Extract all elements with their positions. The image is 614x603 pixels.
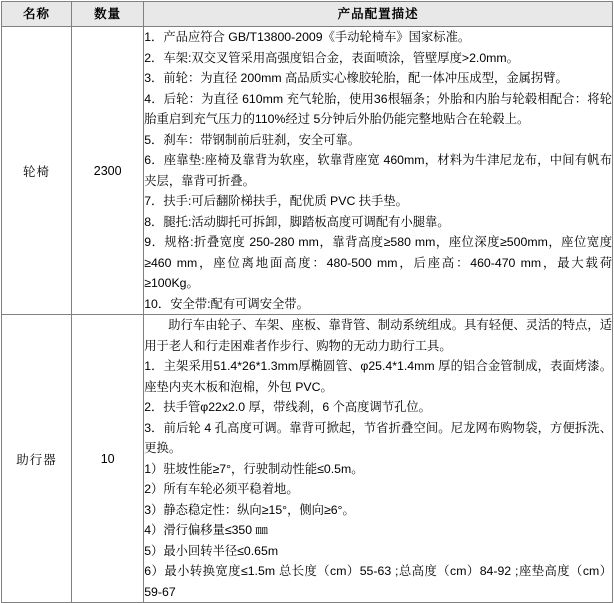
desc-line: 4．后轮：为直径 610mm 充气轮胎，使用36根辐条；外胎和内胎与轮毂相配合：将轮胎重启到充气压力的110%经过 5分钟后外胎仍能完整地贴合在轮毂上。 xyxy=(144,91,612,126)
desc-line: 4）滑行偏移量≤350 ㎜ xyxy=(144,523,268,537)
desc-line: 7．扶手:可后翻阶梯扶手，配优质 PVC 扶手垫。 xyxy=(144,194,408,208)
desc-line: 3．前轮：为直径 200mm 高品质实心橡胶轮胎，配一体冲压成型，金属拐臂。 xyxy=(144,71,568,85)
table-header-row xyxy=(2,2,613,27)
desc-line: 2）所有车轮必须平稳着地。 xyxy=(144,482,299,496)
desc-line: 3）静态稳定性：纵向≥15°，侧向≥6°。 xyxy=(144,502,355,517)
column-header-quantity: 数量 xyxy=(72,2,144,27)
desc-line: 1．主架采用51.4*26*1.3mm厚椭圆管、φ25.4*1.4mm 厚的铝合金管制成，表面烤漆。座垫内夹木板和泡棉，外包 PVC。 xyxy=(144,359,612,394)
desc-line: 2．扶手管φ22x2.0 厚，带线刹，6 个高度调节孔位。 xyxy=(144,400,431,414)
document-page xyxy=(0,1,614,603)
column-header-description: 产品配置描述 xyxy=(144,2,613,27)
desc-line: 3．前后轮 4 孔高度可调。靠背可掀起，节省折叠空间。尼龙网布购物袋，方便拆洗、更换。 xyxy=(144,420,612,455)
desc-line: 1）驻坡性能≥7°，行驶制动性能≤0.5m。 xyxy=(144,461,364,476)
desc-line: 2．车架:双交叉管采用高强度铝合金，表面喷涂，管壁厚度>2.0mm。 xyxy=(144,50,519,65)
desc-line: 8．腿托:活动脚托可拆卸，脚踏板高度可调配有小腿靠。 xyxy=(144,214,450,229)
row-name-wheelchair: 轮椅 xyxy=(2,27,72,315)
column-header-name: 名称 xyxy=(2,2,72,27)
desc-line: 6）最小转换宽度≤1.5m 总长度（cm）55-63 ;总高度（cm）84-92 ;座垫高度（cm）59-67 xyxy=(144,564,612,599)
desc-line: 10．安全带:配有可调安全带。 xyxy=(144,296,309,311)
table-row xyxy=(2,27,613,315)
row-quantity-walker: 10 xyxy=(72,315,144,603)
table-header xyxy=(2,2,613,27)
row-description-wheelchair xyxy=(144,27,613,315)
desc-line: 1．产品应符合 GB/T13800-2009《手动轮椅车》国家标准。 xyxy=(144,30,471,44)
row-name-walker: 助行器 xyxy=(2,315,72,603)
row-description-walker xyxy=(144,315,613,603)
desc-line: 助行车由轮子、车架、座板、靠背管、制动系统组成。具有轻便、灵活的特点，适用于老人和行走困难者作步行、购物的无动力助行工具。 xyxy=(144,318,612,353)
product-spec-table xyxy=(1,1,613,603)
desc-line: 5）最小回转半径≤0.65m xyxy=(144,543,279,558)
table-body xyxy=(2,27,613,603)
desc-line: 6．座靠垫:座椅及靠背为软座，软靠背座宽 460mm，材料为牛津尼龙布，中间有帆布夹层，靠背可折叠。 xyxy=(144,153,612,188)
desc-line: 5．刹车：带钢制前后驻刹，安全可靠。 xyxy=(144,132,361,147)
row-quantity-wheelchair: 2300 xyxy=(72,27,144,315)
desc-line: 9．规格:折叠宽度 250-280 mm，靠背高度≥580 mm，座位深度≥500mm，座位宽度≥460 mm，座位离地面高度：480-500 mm，后座高：460-470 mm，最大载荷≥100Kg。 xyxy=(144,235,612,290)
table-row xyxy=(2,315,613,603)
